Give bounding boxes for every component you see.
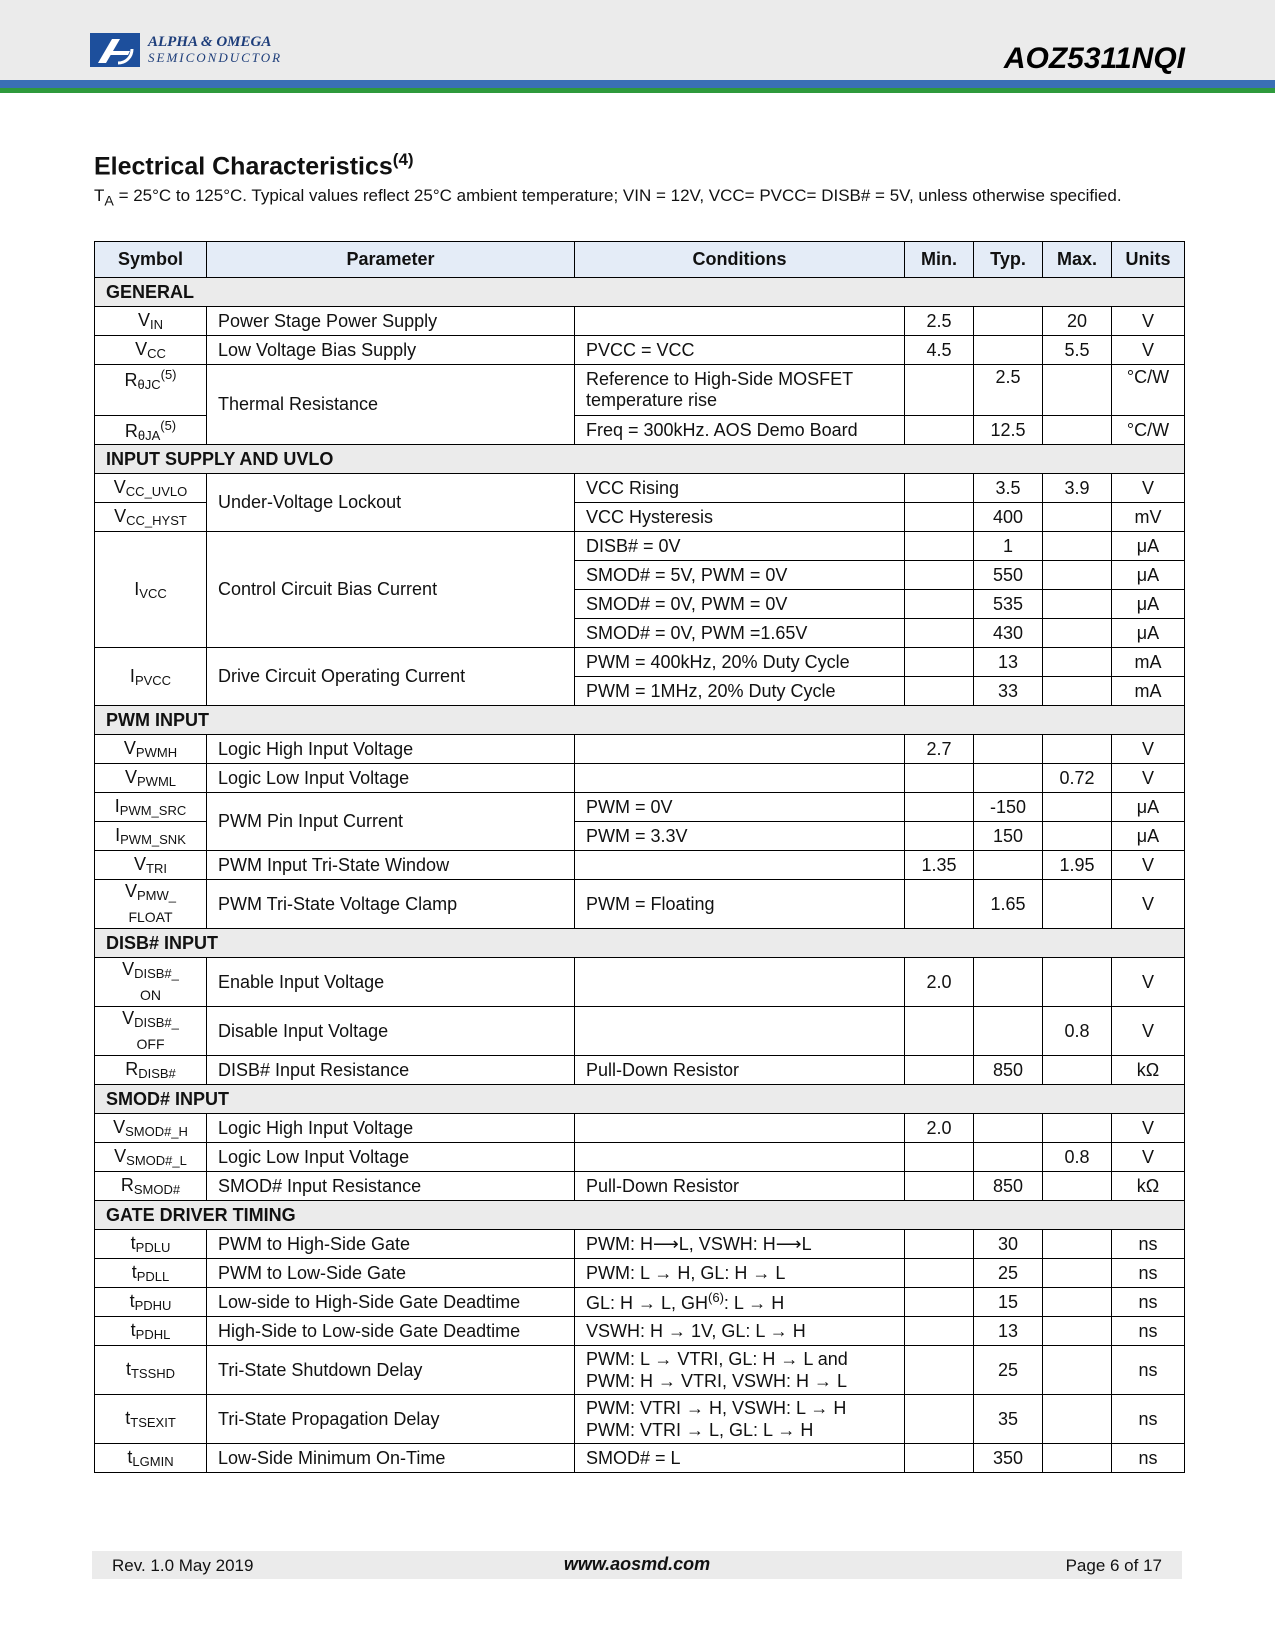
logo-line1: ALPHA & OMEGA	[148, 34, 272, 50]
table-row: $V_{SMOD\#\_H}$ Logic High Input Voltage 2.0 V	[95, 1114, 1185, 1143]
table-row: $V_{DISB\#\_}$ ON Enable Input Voltage 2.0 V	[95, 958, 1185, 1007]
table-row: $t_{PDLL}$ PWM to Low-Side Gate PWM: L → H, GL: H → L 25 ns	[95, 1259, 1185, 1288]
table-row: $V_{PWMH}$ Logic High Input Voltage 2.7 V	[95, 735, 1185, 764]
conditions-note: $T_A = 25^\circ C$ to 125°C. Typical values reflect 25°C ambient temperature; VIN = 12V, VCC= PVCC= DISB# = 5V, unless otherwise specified.	[94, 186, 1122, 210]
section-row-disb-input: DISB# INPUT	[95, 929, 1185, 958]
logo-line2: SEMICONDUCTOR	[148, 50, 283, 65]
table-row: $t_{PDHU}$ Low-side to High-Side Gate Deadtime GL: H → L, GH$^{(6)}$: L → H 15 ns	[95, 1288, 1185, 1317]
table-row: $t_{PDLU}$ PWM to High-Side Gate PWM: H⟶L, VSWH: H⟶L 30 ns	[95, 1230, 1185, 1259]
table-row: $I_{PWM\_SNK}$ PWM = 3.3V 150 μA	[95, 822, 1185, 851]
section-row-gate-timing: GATE DRIVER TIMING	[95, 1201, 1185, 1230]
table-row: $t_{PDHL}$ High-Side to Low-side Gate Deadtime VSWH: H → 1V, GL: L → H 13 ns	[95, 1317, 1185, 1346]
col-header-typ: Typ.	[974, 242, 1043, 278]
table-row: $V_{DISB\#\_}$ OFF Disable Input Voltage 0.8 V	[95, 1007, 1185, 1056]
table-row: SMOD# = 0V, PWM =1.65V 430 μA	[95, 619, 1185, 648]
electrical-characteristics-table	[94, 241, 1185, 1473]
table-row: SMOD# = 5V, PWM = 0V 550 μA	[95, 561, 1185, 590]
table-row: $R_{\theta JC}^{(5)}$ Thermal Resistance Reference to High-Side MOSFET temperature rise 2.5 °C/W	[95, 365, 1185, 416]
part-number: AOZ5311NQI	[1003, 42, 1185, 75]
page-footer	[92, 1551, 1182, 1579]
table-row: $I_{PWM\_SRC}$ PWM Pin Input Current PWM = 0V -150 μA	[95, 793, 1185, 822]
table-row: $V_{IN}$ Power Stage Power Supply 2.5 20 V	[95, 307, 1185, 336]
logo-mark-icon	[90, 33, 140, 67]
company-logo	[90, 32, 282, 68]
table-row: $V_{PWML}$ Logic Low Input Voltage 0.72 V	[95, 764, 1185, 793]
header-green-rule	[0, 88, 1275, 93]
revision-label: Rev. 1.0 May 2019	[112, 1556, 254, 1575]
table-row: SMOD# = 0V, PWM = 0V 535 μA	[95, 590, 1185, 619]
table-row: $t_{LGMIN}$ Low-Side Minimum On-Time SMOD# = L 350 ns	[95, 1444, 1185, 1473]
table-row: $V_{CC\_UVLO}$ Under-Voltage Lockout VCC Rising 3.5 3.9 V	[95, 474, 1185, 503]
table-row: $V_{CC}$ Low Voltage Bias Supply PVCC = VCC 4.5 5.5 V	[95, 336, 1185, 365]
col-header-parameter: Parameter	[207, 242, 575, 278]
header-blue-rule	[0, 80, 1275, 88]
col-header-units: Units	[1112, 242, 1185, 278]
table-row: $t_{TSSHD}$ Tri-State Shutdown Delay PWM: L → VTRI, GL: H → L and PWM: H → VTRI, VSWH: H → L 25 ns	[95, 1346, 1185, 1395]
table-row: PWM = 1MHz, 20% Duty Cycle 33 mA	[95, 677, 1185, 706]
table-header-row	[95, 242, 1185, 278]
table-row: $t_{TSEXIT}$ Tri-State Propagation Delay PWM: VTRI → H, VSWH: L → H PWM: VTRI → L, GL: L → H 35 ns	[95, 1395, 1185, 1444]
table-row: $I_{VCC}$ Control Circuit Bias Current DISB# = 0V 1 μA	[95, 532, 1185, 561]
section-row-input-supply: INPUT SUPPLY AND UVLO	[95, 445, 1185, 474]
col-header-conditions: Conditions	[575, 242, 905, 278]
col-header-max: Max.	[1043, 242, 1112, 278]
col-header-symbol: Symbol	[95, 242, 207, 278]
table-row: $I_{PVCC}$ Drive Circuit Operating Current PWM = 400kHz, 20% Duty Cycle 13 mA	[95, 648, 1185, 677]
table-row: $R_{DISB\#}$ DISB# Input Resistance Pull-Down Resistor 850 kΩ	[95, 1056, 1185, 1085]
page-number: Page 6 of 17	[1065, 1556, 1162, 1575]
table-row: $R_{\theta JA}^{(5)}$ Freq = 300kHz. AOS Demo Board 12.5 °C/W	[95, 416, 1185, 445]
section-row-general: GENERAL	[95, 278, 1185, 307]
table-row: $R_{SMOD\#}$ SMOD# Input Resistance Pull-Down Resistor 850 kΩ	[95, 1172, 1185, 1201]
website-link[interactable]: www.aosmd.com	[563, 1554, 711, 1574]
section-row-pwm-input: PWM INPUT	[95, 706, 1185, 735]
section-title: Electrical Characteristics$^{(4)}$	[94, 150, 414, 181]
table-row: $V_{TRI}$ PWM Input Tri-State Window 1.35 1.95 V	[95, 851, 1185, 880]
table-row: $V_{PMW\_}$ FLOAT PWM Tri-State Voltage Clamp PWM = Floating 1.65 V	[95, 880, 1185, 929]
table-row: $V_{CC\_HYST}$ VCC Hysteresis 400 mV	[95, 503, 1185, 532]
title-footnote: (4)	[392, 150, 414, 169]
col-header-min: Min.	[905, 242, 974, 278]
table-row: $V_{SMOD\#\_L}$ Logic Low Input Voltage 0.8 V	[95, 1143, 1185, 1172]
section-row-smod-input: SMOD# INPUT	[95, 1085, 1185, 1114]
